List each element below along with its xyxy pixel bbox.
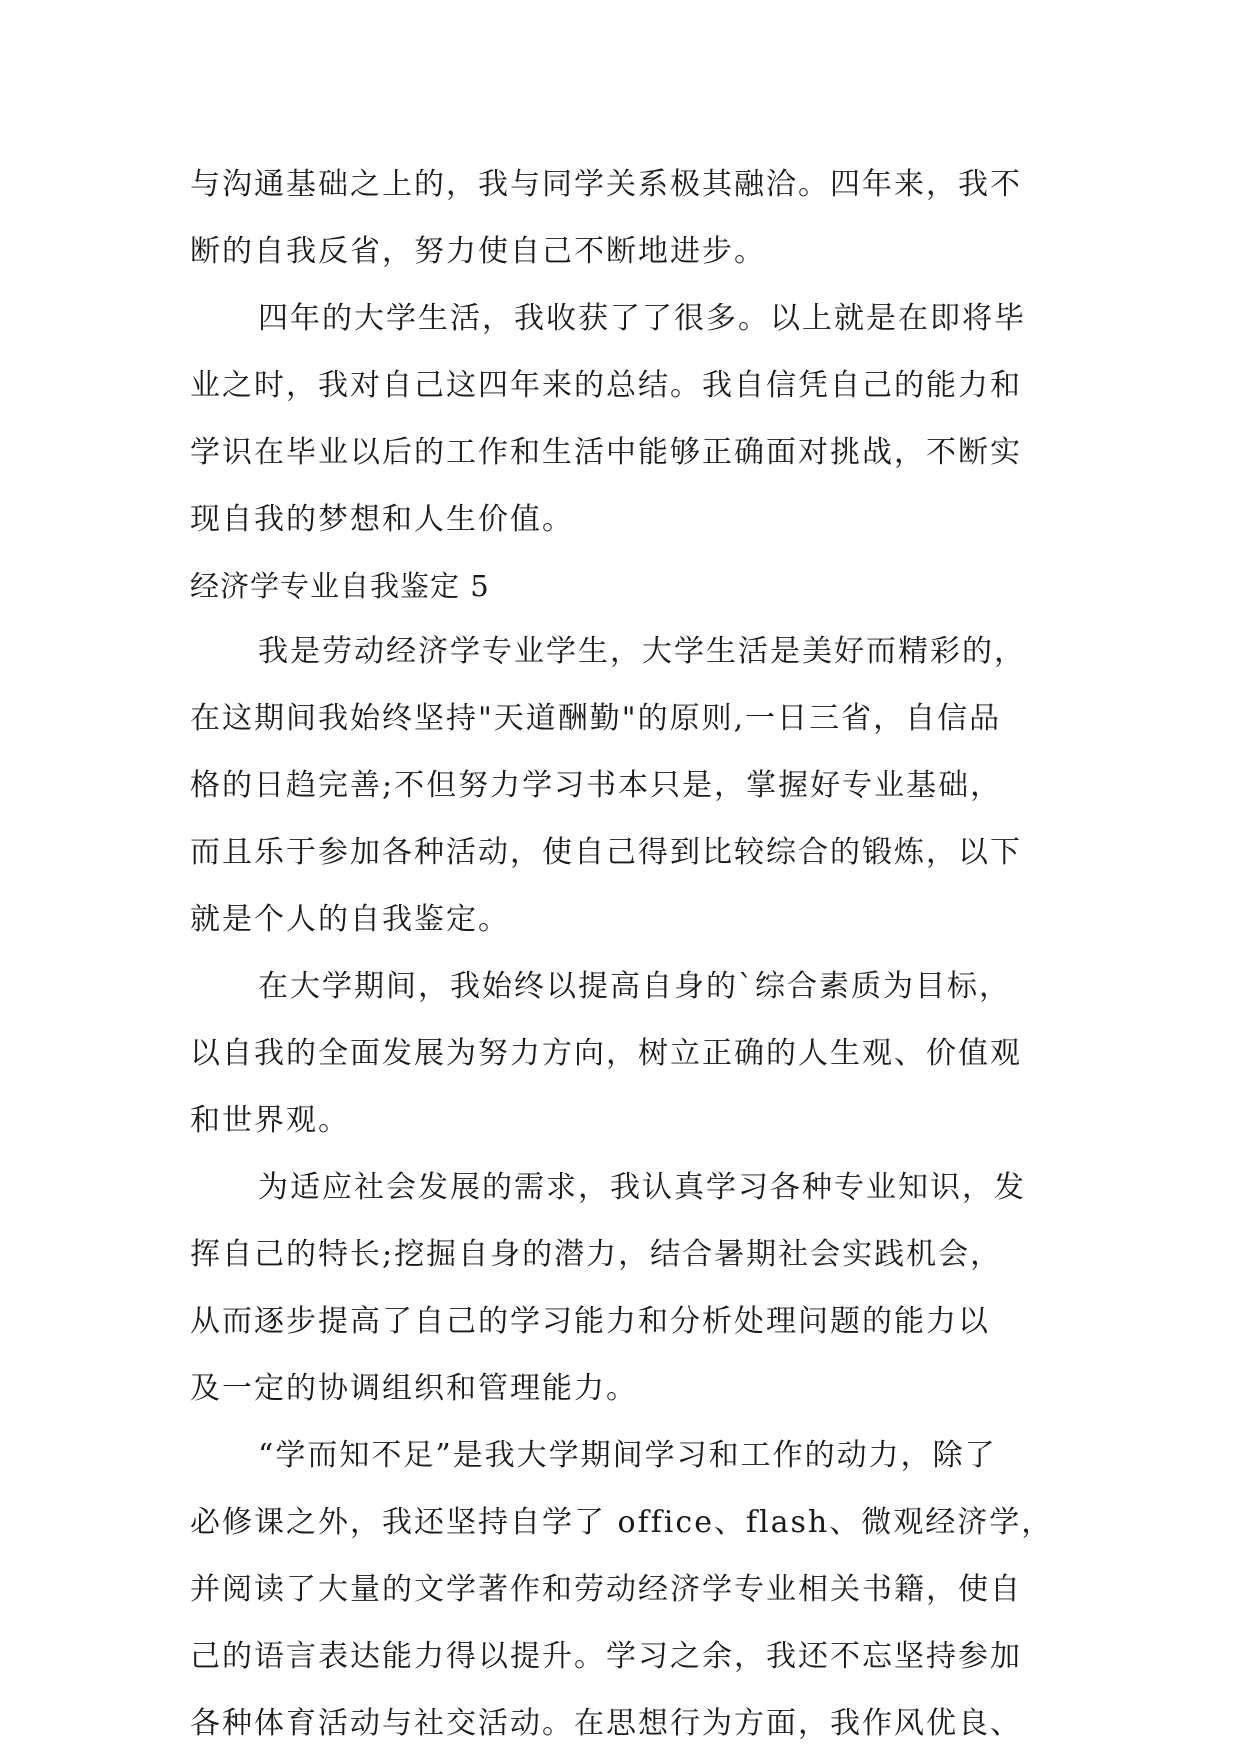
paragraph-line: 和世界观。 (190, 1103, 350, 1138)
paragraph-line: 格的日趋完善;不但努力学习书本只是，掌握好专业基础， (190, 768, 1003, 803)
paragraph-line: 在大学期间，我始终以提高自身的`综合素质为目标， (258, 969, 1011, 1004)
paragraph-line: 从而逐步提高了自己的学习能力和分析处理问题的能力以 (190, 1304, 990, 1339)
paragraph-line: 己的语言表达能力得以提升。学习之余，我还不忘坚持参加 (190, 1639, 1022, 1674)
paragraph-line: 及一定的协调组织和管理能力。 (190, 1371, 638, 1406)
paragraph-line: 学识在毕业以后的工作和生活中能够正确面对挑战，不断实 (190, 435, 1022, 470)
paragraph-line: 在这期间我始终坚持"天道酬勤"的原则,一日三省，自信品 (190, 701, 1002, 736)
paragraph-line: 以自我的全面发展为努力方向，树立正确的人生观、价值观 (190, 1036, 1022, 1071)
paragraph-line: 为适应社会发展的需求，我认真学习各种专业知识，发 (258, 1170, 1026, 1205)
paragraph-line: “学而知不足”是我大学期间学习和工作的动力，除了 (258, 1438, 997, 1473)
paragraph-line: 四年的大学生活，我收获了了很多。以上就是在即将毕 (258, 301, 1026, 336)
paragraph-line: 挥自己的特长;挖掘自身的潜力，结合暑期社会实践机会， (190, 1237, 1003, 1272)
paragraph-line: 现自我的梦想和人生价值。 (190, 502, 574, 537)
paragraph-line: 我是劳动经济学专业学生，大学生活是美好而精彩的， (258, 634, 1026, 669)
paragraph-line: 业之时，我对自己这四年来的总结。我自信凭自己的能力和 (190, 368, 1022, 403)
paragraph-line: 断的自我反省，努力使自己不断地进步。 (190, 234, 766, 269)
paragraph-line: 与沟通基础之上的，我与同学关系极其融洽。四年来，我不 (190, 167, 1022, 202)
paragraph-line: 各种体育活动与社交活动。在思想行为方面，我作风优良、 (190, 1706, 1022, 1741)
paragraph-line: 并阅读了大量的文学著作和劳动经济学专业相关书籍，使自 (190, 1572, 1022, 1607)
paragraph-line: 而且乐于参加各种活动，使自己得到比较综合的锻炼，以下 (190, 835, 1022, 870)
section-heading: 经济学专业自我鉴定 5 (190, 569, 490, 603)
paragraph-line: 必修课之外，我还坚持自学了 office、flash、微观经济学， (190, 1505, 1054, 1540)
paragraph-line: 就是个人的自我鉴定。 (190, 902, 510, 937)
